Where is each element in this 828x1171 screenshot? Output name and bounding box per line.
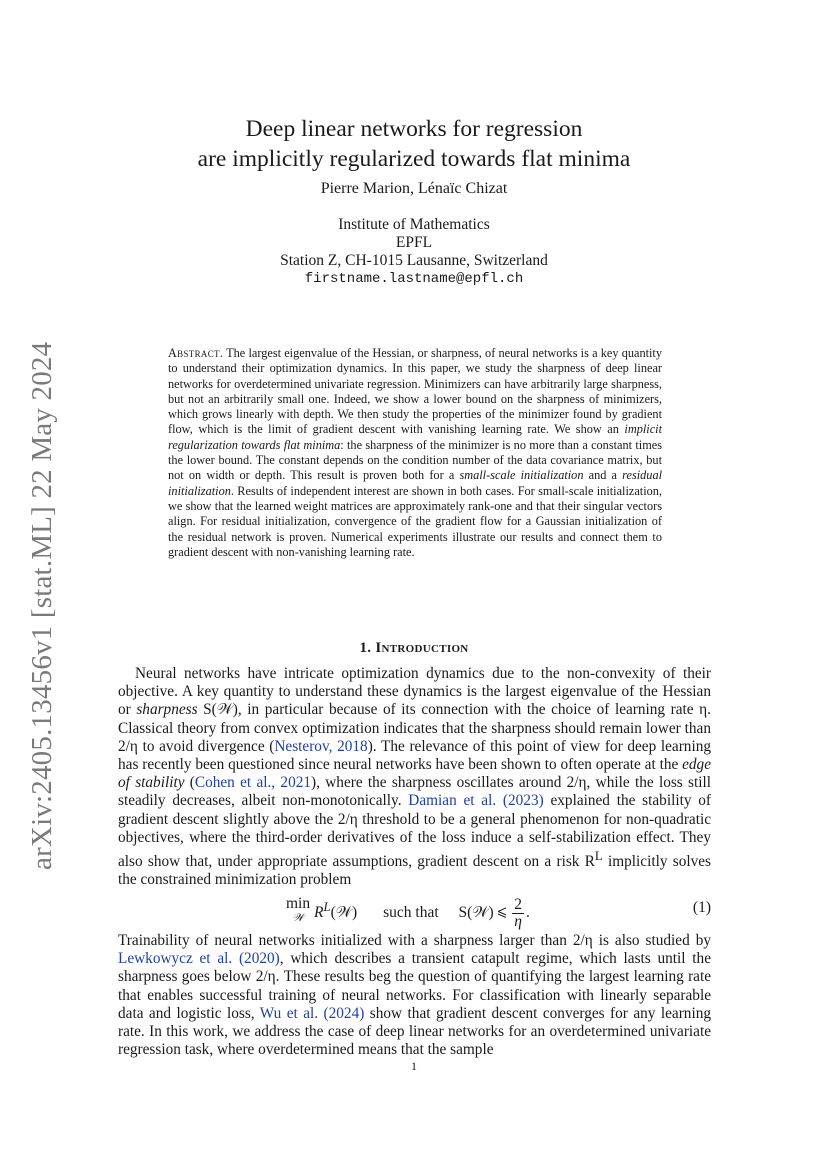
citation-link[interactable]: Wu et al. (2024) xyxy=(259,1004,365,1022)
text-run: show that gradient descent converges for any learning rate. In this work, we address the case of deep linear networks for an overdetermined univariate regression task, where overdetermined means that the sample xyxy=(118,1004,711,1059)
text-run: Trainability of neural networks initialized with a sharpness larger than 2/η is also studied by xyxy=(118,932,711,949)
constraint-lhs: S(𝒲) ⩽ xyxy=(458,904,507,922)
text-run: ). The relevance of this point of view for deep learning has recently been questioned since neural networks have been shown to often operate at the xyxy=(118,737,712,774)
emphasis: sharpness xyxy=(136,701,198,719)
title-line-1: Deep linear networks for regression xyxy=(245,116,583,142)
body-text-continued xyxy=(118,932,711,1059)
fraction xyxy=(512,897,524,930)
fraction-denominator: η xyxy=(514,913,522,930)
paper-title xyxy=(0,114,828,174)
arxiv-identifier[interactable]: arXiv:2405.13456v1 [stat.ML] 22 May 2024 xyxy=(26,341,58,870)
abstract-text: : the sharpness of the minimizer is no more than a constant times the lower bound. The constant depends on the condition number of the data covariance matrix, but not on width or depth. This result is proven both for a xyxy=(168,437,662,483)
abstract xyxy=(168,346,662,560)
equation-body xyxy=(286,897,530,930)
affiliation-address: Station Z, CH-1015 Lausanne, Switzerland xyxy=(280,252,548,269)
text-run: , which describes a transient catapult regime, which lasts until the sharpness goes below 2/η. These results beg the question of quantifying the largest learning rate that enables successful training of neural networks. For classification with linearly separable data and logistic loss, xyxy=(118,950,711,1022)
title-line-2: are implicitly regularized towards flat minima xyxy=(197,146,631,172)
text-run: ( xyxy=(184,774,195,792)
body-text xyxy=(118,665,711,890)
abstract-text: and a xyxy=(583,468,623,483)
affiliation xyxy=(0,216,828,288)
affiliation-university: EPFL xyxy=(395,234,433,251)
paragraph xyxy=(118,932,711,1059)
text-run: Neural networks have intricate optimization dynamics due to the non-convexity of their objective. A key quantity to understand these dynamics is the largest eigenvalue of the Hessian or xyxy=(118,665,711,719)
paragraph xyxy=(118,665,711,890)
text-run: ), where the sharpness oscillates around 2/η, while the loss still steadily decreases, albeit non-monotonically. xyxy=(118,774,711,810)
superscript: L xyxy=(594,849,603,864)
abstract-emphasis: residual initialization xyxy=(168,468,663,498)
abstract-emphasis: small-scale initialization xyxy=(459,468,584,483)
fraction-numerator: 2 xyxy=(514,896,522,913)
abstract-text: . Results of independent interest are shown in both cases. For small-scale initialization, we show that the learned weight matrices are approximately rank-one and that their singular vectors align. For residual initialization, convergence of the gradient flow for a Gaussian initialization of the residual network is proven. Numerical experiments illustrate our results and connect them to gradient descent with non-vanishing learning rate. xyxy=(168,483,662,559)
citation-link[interactable]: Damian et al. (2023) xyxy=(408,792,544,810)
author-email[interactable]: firstname.lastname@epfl.ch xyxy=(304,271,524,287)
display-equation xyxy=(118,887,711,933)
abstract-label: Abstract. xyxy=(168,346,224,360)
min-symbol: min xyxy=(286,895,311,912)
citation-link[interactable]: Nesterov, 2018 xyxy=(274,737,368,755)
text-run: S(𝒲), in particular because of its connection with the choice of learning rate η. Classical theory from convex optimization indicates that the sharpness should remain lower than 2/η to avoid divergence ( xyxy=(118,701,711,755)
text-run: explained the stability of gradient descent slightly above the 2/η threshold to be a general phenomenon for non-quadratic objectives, where the third-order derivatives of the loss induce a self-stabilization effect. They also show that, under appropriate assumptions, gradient descent on a risk R xyxy=(118,792,711,871)
affiliation-institute: Institute of Mathematics xyxy=(338,216,490,233)
risk-argument: (𝒲) xyxy=(330,904,358,922)
equation-period: . xyxy=(525,904,530,922)
risk-superscript: L xyxy=(323,898,331,914)
abstract-text: The largest eigenvalue of the Hessian, or sharpness, of neural networks is a key quantity to understand their optimization dynamics. In this paper, we study the sharpness of deep linear networks for overdetermined univariate regression. Minimizers can have arbitrarily large sharpness, but not an arbitrarily small one. Indeed, we show a lower bound on the sharpness of minimizers, which grows linearly with depth. We then study the properties of the minimizer found by gradient flow, which is the limit of gradient descent with vanishing learning rate. We show an xyxy=(168,346,662,437)
citation-link[interactable]: Lewkowycz et al. (2020) xyxy=(118,950,280,968)
risk-symbol: R xyxy=(314,904,324,922)
text-run: implicitly solves the constrained minimization problem xyxy=(118,853,711,889)
citation-link[interactable]: Cohen et al., 2021 xyxy=(194,774,312,792)
abstract-emphasis: implicit regularization towards flat minima xyxy=(168,422,662,452)
equation-number: (1) xyxy=(692,899,711,916)
min-subscript: 𝒲 xyxy=(292,912,304,924)
min-operator xyxy=(286,897,310,925)
section-title: Introduction xyxy=(375,640,469,656)
section-number: 1. xyxy=(359,640,372,656)
author-list: Pierre Marion, Lénaïc Chizat xyxy=(320,180,508,197)
emphasis: edge of stability xyxy=(118,756,711,792)
section-heading xyxy=(0,640,828,657)
page-number: 1 xyxy=(411,1059,417,1073)
constraint-text: such that xyxy=(383,904,439,922)
